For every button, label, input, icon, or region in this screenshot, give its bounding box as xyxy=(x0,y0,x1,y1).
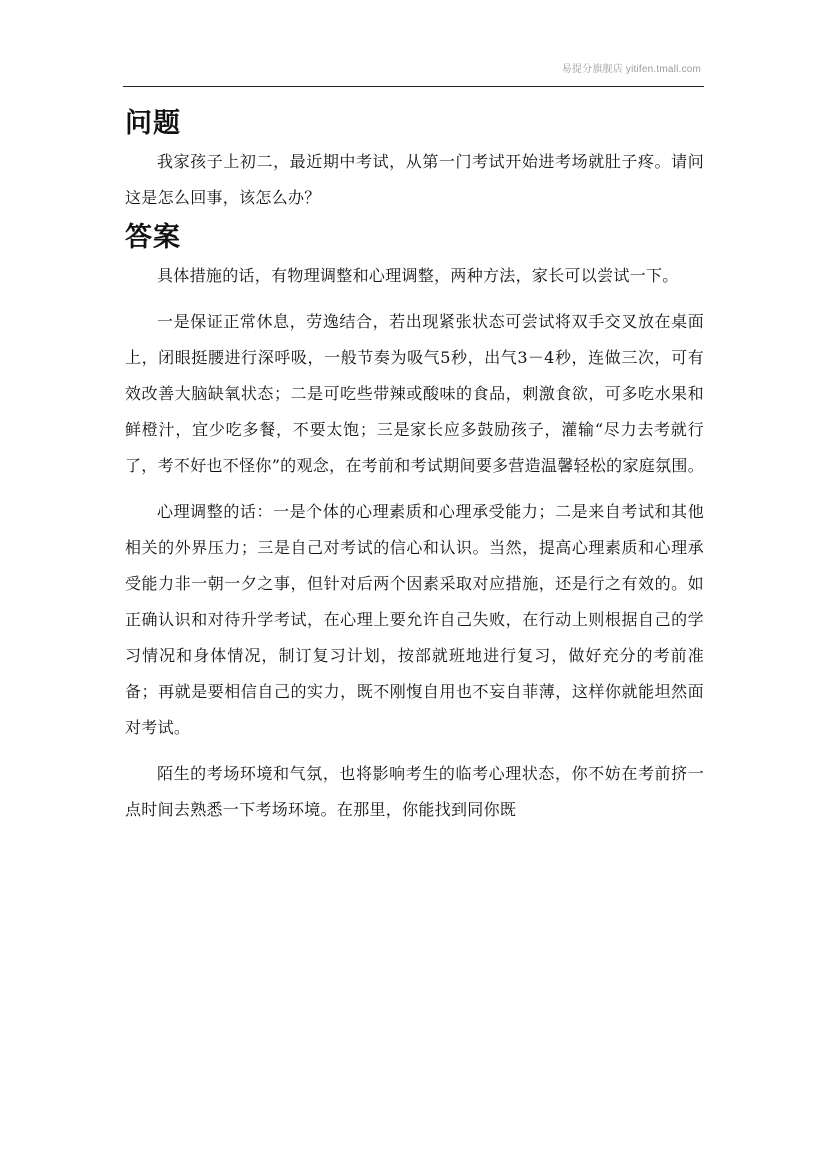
answer-paragraph: 一是保证正常休息，劳逸结合，若出现紧张状态可尝试将双手交叉放在桌面上，闭眼挺腰进行深呼吸，一般节奏为吸气5秒，出气3－4秒，连做三次，可有效改善大脑缺氧状态；二是可吃些带辣或酸味的食品，刺激食欲，可多吃水果和鲜橙汁，宜少吃多餐，不要太饱；三是家长应多鼓励孩子，灌输“尽力去考就行了，考不好也不怪你”的观念，在考前和考试期间要多营造温馨轻松的家庭氛围。 xyxy=(125,312,704,475)
question-heading: 问题 xyxy=(125,108,181,139)
answer-paragraph: 心理调整的话：一是个体的心理素质和心理承受能力；二是来自考试和其他相关的外界压力；三是自己对考试的信心和认识。当然，提高心理素质和心理承受能力非一朝一夕之事，但针对后两个因素采取对应措施，还是行之有效的。如正确认识和对待升学考试，在心理上要允许自己失败，在行动上则根据自己的学习情况和身体情况，制订复习计划，按部就班地进行复习，做好充分的考前准备；再就是要相信自己的实力，既不刚愎自用也不妄自菲薄，这样你就能坦然面对考试。 xyxy=(125,502,704,737)
header-source-note: 易提分旗舰店 yitifen.tmall.com xyxy=(561,64,701,75)
header-divider xyxy=(123,86,704,87)
answer-heading: 答案 xyxy=(125,222,181,253)
document-body xyxy=(125,104,704,828)
question-text: 我家孩子上初二，最近期中考试，从第一门考试开始进考场就肚子疼。请问这是怎么回事，该怎么办？ xyxy=(125,152,704,207)
answer-paragraph: 陌生的考场环境和气氛，也将影响考生的临考心理状态，你不妨在考前挤一点时间去熟悉一下考场环境。在那里，你能找到同你既 xyxy=(125,764,704,819)
answer-paragraph: 具体措施的话，有物理调整和心理调整，两种方法，家长可以尝试一下。 xyxy=(157,266,679,285)
